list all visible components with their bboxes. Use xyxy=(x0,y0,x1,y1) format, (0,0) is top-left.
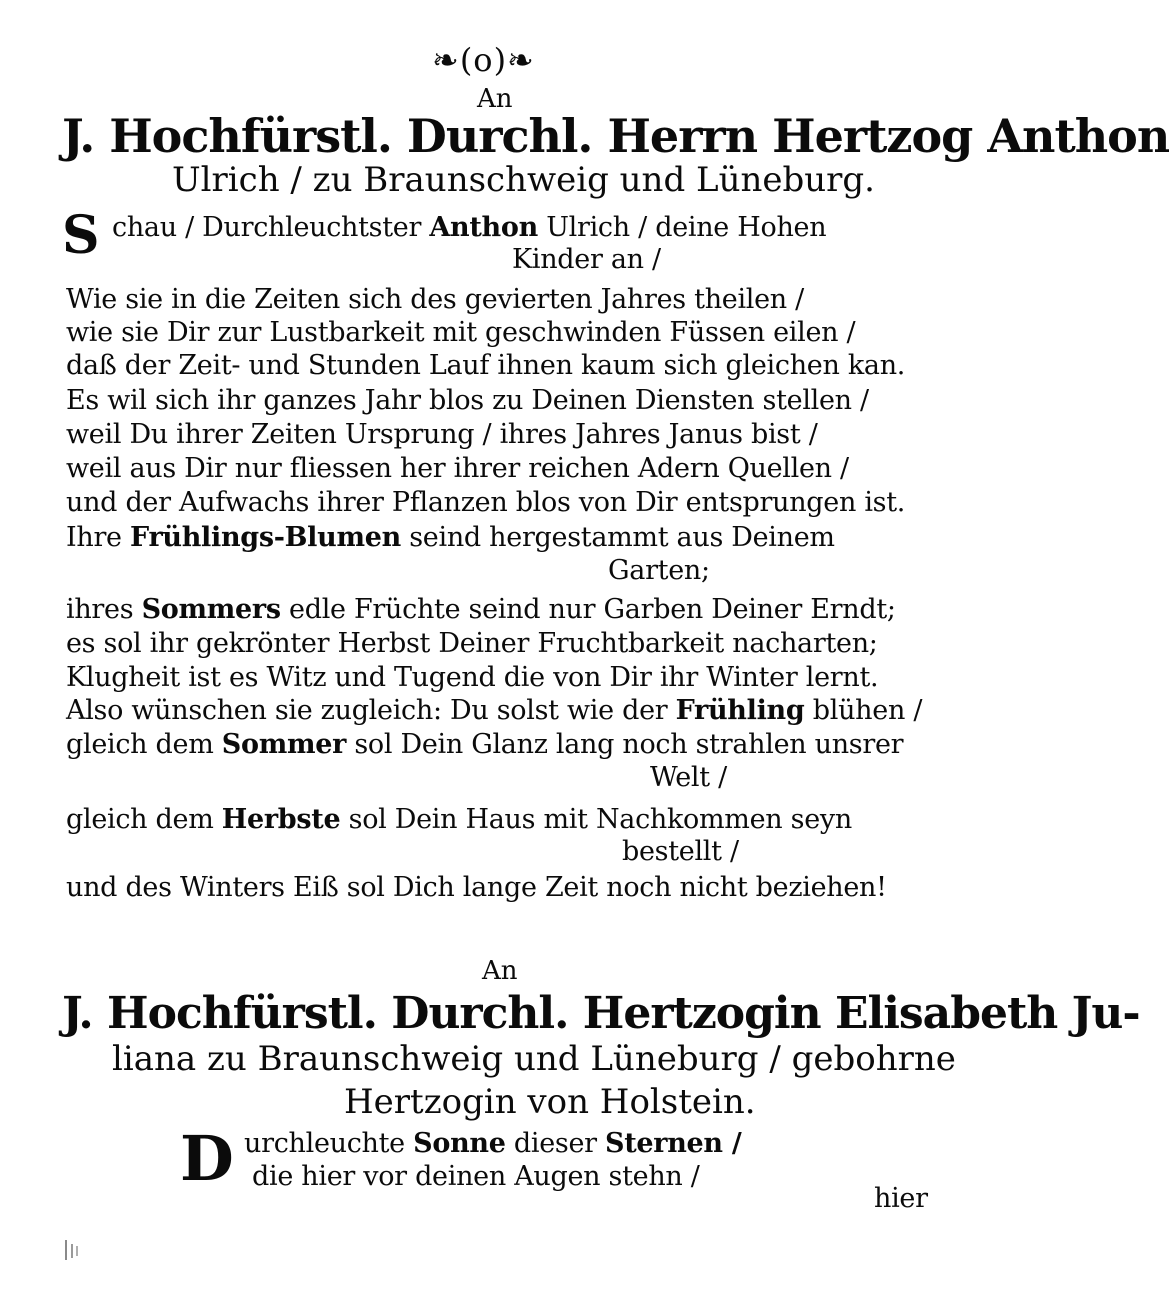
catchword: hier xyxy=(874,1183,928,1214)
poem1-line6: weil Du ihrer Zeiten Ursprung / ihres Jahres Janus bist / xyxy=(66,419,818,450)
addressee-an-2: An xyxy=(482,956,518,986)
poem1-line2: Wie sie in die Zeiten sich des gevierten Jahres theilen / xyxy=(66,284,804,315)
poem2-line2: die hier vor deinen Augen stehn / xyxy=(252,1161,700,1192)
section2-heading-line3: Hertzogin von Holstein. xyxy=(344,1082,756,1122)
section1-heading-line2: Ulrich / zu Braunschweig und Lüneburg. xyxy=(172,160,875,200)
poem1-line5: Es wil sich ihr ganzes Jahr blos zu Deinen Diensten stellen / xyxy=(66,385,869,416)
poem1-line8: und der Aufwachs ihrer Pflanzen blos von Dir entsprungen ist. xyxy=(66,487,906,518)
poem1-line9: Ihre Frühlings-Blumen seind hergestammt aus Deinem xyxy=(66,522,835,553)
poem1-line15-cont: bestellt / xyxy=(622,836,739,867)
addressee-an: An xyxy=(477,84,513,114)
page-edge-mark xyxy=(62,1236,80,1264)
poem1-line15: gleich dem Herbste sol Dein Haus mit Nachkommen seyn xyxy=(66,804,852,835)
page-ornament: ❧(o)❧ xyxy=(432,41,535,79)
section2-heading-line2: liana zu Braunschweig und Lüneburg / gebohrne xyxy=(112,1039,956,1079)
poem1-line16: und des Winters Eiß sol Dich lange Zeit noch nicht beziehen! xyxy=(66,872,887,903)
section2-heading-line1: J. Hochfürstl. Durchl. Hertzogin Elisabeth Ju- xyxy=(62,988,1140,1039)
poem1-line14: gleich dem Sommer sol Dein Glanz lang noch strahlen unsrer xyxy=(66,729,904,760)
poem1-line14-cont: Welt / xyxy=(650,762,727,793)
poem2-line1: urchleuchte Sonne dieser Sternen / xyxy=(244,1128,742,1159)
drop-cap-s: S xyxy=(62,205,100,266)
poem1-line3: wie sie Dir zur Lustbarkeit mit geschwinden Füssen eilen / xyxy=(66,317,856,348)
poem1-line10: ihres Sommers edle Früchte seind nur Garben Deiner Erndt; xyxy=(66,594,896,625)
poem1-line9-cont: Garten; xyxy=(608,555,710,586)
drop-cap-d: D xyxy=(180,1122,234,1195)
poem1-line4: daß der Zeit- und Stunden Lauf ihnen kaum sich gleichen kan. xyxy=(66,350,906,381)
poem1-line12: Klugheit ist es Witz und Tugend die von Dir ihr Winter lernt. xyxy=(66,662,879,693)
poem1-line7: weil aus Dir nur fliessen her ihrer reichen Adern Quellen / xyxy=(66,453,849,484)
poem1-line11: es sol ihr gekrönter Herbst Deiner Fruchtbarkeit nacharten; xyxy=(66,628,878,659)
poem1-line1: chau / Durchleuchtster Anthon Ulrich / deine Hohen xyxy=(112,212,827,243)
poem1-line13: Also wünschen sie zugleich: Du solst wie der Frühling blühen / xyxy=(66,695,923,726)
poem1-line1-cont: Kinder an / xyxy=(512,244,661,275)
section1-heading-line1: J. Hochfürstl. Durchl. Herrn Hertzog Anthon xyxy=(62,109,1169,163)
